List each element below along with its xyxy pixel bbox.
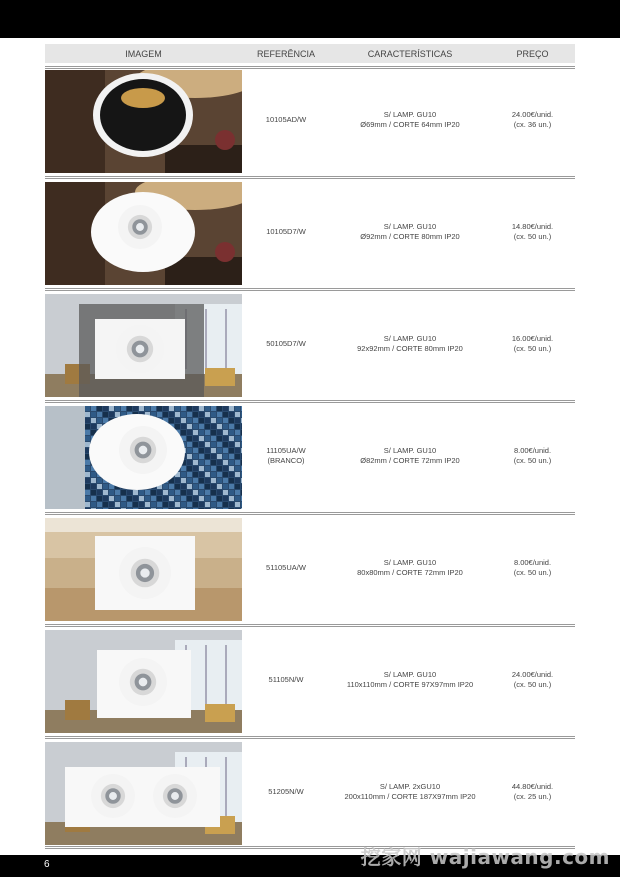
row-divider bbox=[45, 68, 575, 69]
product-price bbox=[490, 222, 575, 242]
top-bar bbox=[0, 0, 620, 38]
product-row bbox=[45, 70, 575, 173]
row-divider bbox=[45, 512, 575, 513]
product-price-line: (cx. 50 un.) bbox=[513, 344, 552, 353]
product-price-line: (cx. 50 un.) bbox=[513, 232, 552, 241]
product-row bbox=[45, 294, 575, 397]
product-price-line: (cx. 25 un.) bbox=[513, 792, 552, 801]
header-imagem: IMAGEM bbox=[125, 49, 162, 59]
page-number: 6 bbox=[44, 859, 50, 870]
square-single-downlight-photo bbox=[45, 630, 242, 733]
product-reference-line: 11105UA/W bbox=[266, 446, 306, 455]
product-reference-line: (BRANCO) bbox=[267, 456, 305, 465]
product-price bbox=[490, 334, 575, 354]
product-reference bbox=[244, 115, 328, 125]
product-price-line: (cx. 50 un.) bbox=[513, 456, 552, 465]
product-row bbox=[45, 518, 575, 621]
product-price bbox=[490, 670, 575, 690]
product-characteristics-line: Ø82mm / CORTE 72mm IP20 bbox=[360, 456, 460, 465]
round-black-downlight-photo bbox=[45, 70, 242, 173]
product-characteristics-line: 80x80mm / CORTE 72mm IP20 bbox=[357, 568, 463, 577]
product-price-line: (cx. 36 un.) bbox=[513, 120, 552, 129]
row-divider bbox=[45, 288, 575, 289]
product-characteristics-line: S/ LAMP. GU10 bbox=[383, 334, 437, 343]
product-characteristics-line: 110x110mm / CORTE 97X97mm IP20 bbox=[346, 680, 474, 689]
product-price-line: 24.00€/unid. bbox=[511, 110, 554, 119]
product-characteristics-line: 200x110mm / CORTE 187X97mm IP20 bbox=[344, 792, 476, 801]
header-preco: PREÇO bbox=[516, 49, 549, 59]
product-reference-line: 51205N/W bbox=[268, 787, 304, 796]
product-price bbox=[490, 110, 575, 130]
product-price-line: 44.80€/unid. bbox=[511, 782, 554, 791]
row-divider bbox=[45, 514, 575, 515]
product-price-line: 16.00€/unid. bbox=[511, 334, 554, 343]
product-reference-line: 10105D7/W bbox=[266, 227, 306, 236]
product-row bbox=[45, 742, 575, 845]
product-characteristics-line: Ø92mm / CORTE 80mm IP20 bbox=[360, 232, 460, 241]
product-characteristics-line: S/ LAMP. GU10 bbox=[383, 110, 437, 119]
product-price bbox=[490, 446, 575, 466]
product-characteristics bbox=[335, 110, 485, 130]
row-divider bbox=[45, 66, 575, 67]
product-row bbox=[45, 630, 575, 733]
product-characteristics bbox=[335, 446, 485, 466]
product-price-line: (cx. 50 un.) bbox=[513, 568, 552, 577]
watermark: 挖家网 wajiawang.com bbox=[360, 845, 610, 869]
product-characteristics bbox=[335, 558, 485, 578]
product-characteristics bbox=[335, 334, 485, 354]
product-price bbox=[490, 782, 575, 802]
row-divider bbox=[45, 738, 575, 739]
round-white-downlight-photo bbox=[45, 182, 242, 285]
product-price-line: 14.80€/unid. bbox=[511, 222, 554, 231]
product-price-line: (cx. 50 un.) bbox=[513, 680, 552, 689]
product-reference-line: 51105UA/W bbox=[266, 563, 306, 572]
product-price-line: 8.00€/unid. bbox=[513, 558, 552, 567]
row-divider bbox=[45, 624, 575, 625]
row-divider bbox=[45, 290, 575, 291]
product-reference bbox=[244, 339, 328, 349]
product-price bbox=[490, 558, 575, 578]
footer-bar bbox=[0, 845, 620, 877]
row-divider bbox=[45, 626, 575, 627]
product-row bbox=[45, 406, 575, 509]
product-price-line: 24.00€/unid. bbox=[511, 670, 554, 679]
row-divider bbox=[45, 402, 575, 403]
square-adjustable-downlight-photo bbox=[45, 518, 242, 621]
product-characteristics-line: S/ LAMP. GU10 bbox=[383, 670, 437, 679]
row-divider bbox=[45, 176, 575, 177]
product-characteristics-line: Ø69mm / CORTE 64mm IP20 bbox=[360, 120, 460, 129]
round-adjustable-downlight-photo bbox=[45, 406, 242, 509]
header-caracteristicas: CARACTERÍSTICAS bbox=[367, 49, 453, 59]
product-reference-line: 10105AD/W bbox=[265, 115, 307, 124]
product-reference bbox=[244, 446, 328, 466]
product-characteristics-line: S/ LAMP. 2xGU10 bbox=[379, 782, 441, 791]
product-reference bbox=[244, 787, 328, 797]
product-characteristics-line: S/ LAMP. GU10 bbox=[383, 558, 437, 567]
product-reference-line: 50105D7/W bbox=[266, 339, 306, 348]
product-reference bbox=[244, 227, 328, 237]
product-price-line: 8.00€/unid. bbox=[513, 446, 552, 455]
product-characteristics-line: S/ LAMP. GU10 bbox=[383, 446, 437, 455]
product-characteristics bbox=[335, 782, 485, 802]
product-characteristics-line: 92x92mm / CORTE 80mm IP20 bbox=[357, 344, 463, 353]
product-reference bbox=[244, 675, 328, 685]
product-reference bbox=[244, 563, 328, 573]
row-divider bbox=[45, 736, 575, 737]
row-divider bbox=[45, 400, 575, 401]
product-reference-line: 51105N/W bbox=[268, 675, 304, 684]
product-row bbox=[45, 182, 575, 285]
header-referencia: REFERÊNCIA bbox=[256, 49, 315, 59]
product-characteristics-line: S/ LAMP. GU10 bbox=[383, 222, 437, 231]
double-downlight-photo bbox=[45, 742, 242, 845]
product-characteristics bbox=[335, 670, 485, 690]
table-header bbox=[45, 44, 575, 63]
row-divider bbox=[45, 178, 575, 179]
square-white-downlight-photo bbox=[45, 294, 242, 397]
product-characteristics bbox=[335, 222, 485, 242]
